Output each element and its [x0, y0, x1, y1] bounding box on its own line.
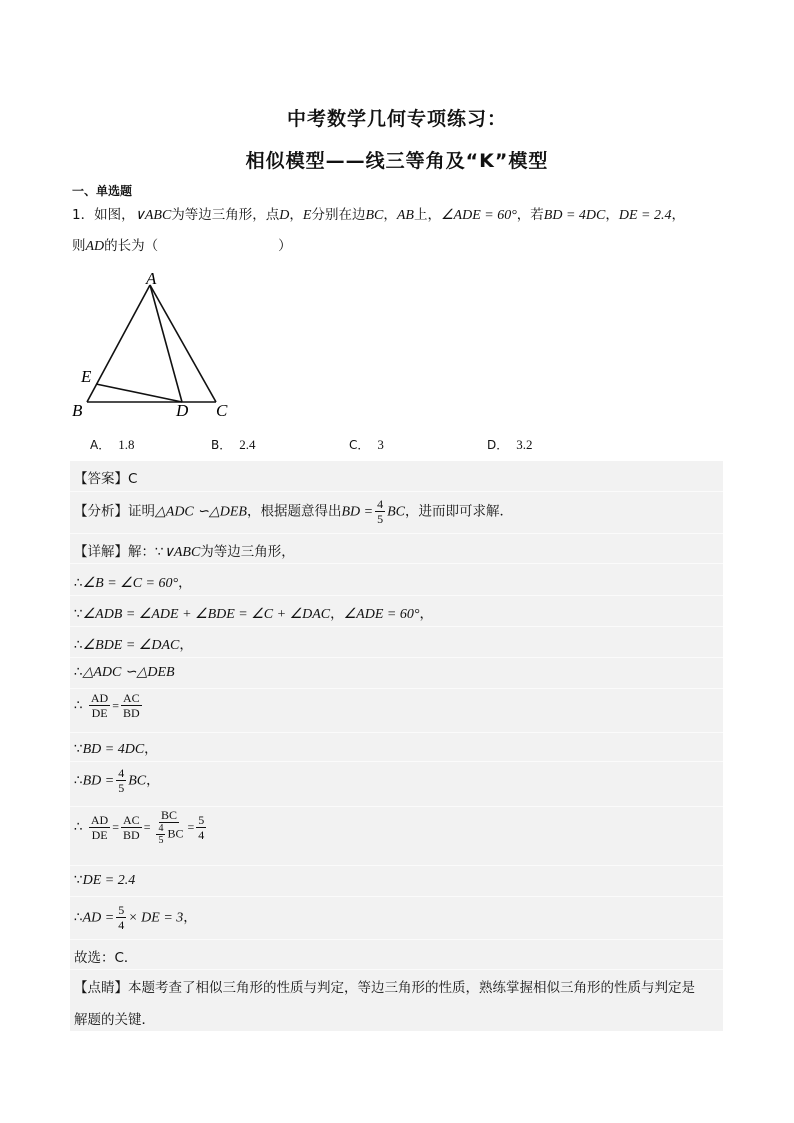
fraction [116, 766, 126, 795]
math-expr: ∠ADB = ∠ADE + ∠BDE = ∠C + ∠DAC [82, 607, 331, 622]
therefore: ∴ [74, 909, 83, 926]
detail-line-1 [74, 540, 295, 561]
divider [70, 657, 723, 658]
math-triangle-abc: ∨ABC [134, 208, 172, 223]
fraction-den: BD [123, 706, 140, 720]
fraction-num: 5 [118, 903, 125, 917]
divider [70, 533, 723, 534]
fraction-num: AD [90, 812, 109, 827]
detail-line-2 [74, 571, 192, 592]
answer-tag: 【答案】 [74, 471, 128, 487]
fraction-num: 5 [198, 812, 205, 827]
detail-line-8 [74, 766, 160, 795]
math-expr: △ADC ∽△DEB [82, 665, 175, 680]
fraction [152, 808, 185, 846]
fraction-num: 4 [377, 497, 384, 511]
punct: ， [383, 207, 397, 223]
therefore: ∴ [74, 637, 83, 653]
comment-line-1 [74, 976, 695, 996]
analysis-line [74, 497, 513, 526]
math-ab: AB [396, 208, 414, 223]
analysis-text: ，根据题意得出 [246, 503, 342, 520]
option-letter: B． [211, 438, 232, 452]
nested-fraction [156, 823, 165, 846]
equals: = [112, 820, 120, 834]
option-a[interactable] [90, 436, 134, 453]
comment-line-2: 解题的关键． [74, 1012, 155, 1028]
math-expr: ∠B = ∠C = 60° [82, 576, 179, 591]
fraction-den: 5 [118, 781, 125, 795]
label-a: A [146, 269, 157, 288]
side-ac [150, 285, 216, 402]
analysis-text: ，进而即可求解． [404, 503, 513, 520]
divider [70, 491, 723, 492]
fraction-den: DE [91, 827, 108, 842]
option-letter: D． [487, 438, 509, 452]
section-heading: 一、单选题 [72, 184, 133, 198]
question-text: ，若 [516, 207, 544, 223]
divider [70, 563, 723, 564]
math-point-e: E [302, 208, 312, 223]
fraction-den: BD [123, 827, 140, 842]
question-text: 为等边三角形，点 [171, 207, 280, 223]
equals: = [143, 820, 151, 834]
math-point-d: D [279, 208, 290, 223]
fraction-den: 4 [198, 827, 205, 842]
question-text: ） [278, 238, 292, 254]
answer-line [74, 467, 137, 487]
fraction-den: DE [91, 706, 108, 720]
question-text: 则 [72, 238, 86, 254]
fraction [89, 813, 110, 842]
math-expr: ∠ADE = 60° [343, 607, 420, 622]
fraction-num: AD [90, 691, 109, 705]
divider [70, 969, 723, 970]
punct: ， [146, 772, 160, 789]
page-title: 中考数学几何专项练习： [286, 108, 507, 130]
divider [70, 761, 723, 762]
punct: ， [183, 909, 197, 926]
detail-line-3 [74, 602, 433, 623]
divider [70, 732, 723, 733]
divider [70, 595, 723, 596]
option-d[interactable] [487, 436, 533, 453]
therefore: ∴ [74, 575, 83, 591]
fraction [375, 497, 385, 526]
question-line-2 [72, 236, 292, 257]
option-b[interactable] [211, 436, 255, 453]
fraction-den: 4 [118, 918, 125, 932]
fraction [121, 691, 142, 720]
punct: ， [671, 207, 685, 223]
detail-tag: 【详解】 [74, 544, 128, 560]
math-bd-eq: BD = 4DC [543, 208, 606, 223]
label-e: E [81, 367, 92, 386]
therefore: ∴ [74, 772, 83, 789]
math-de-eq: DE = 2.4 [618, 208, 672, 223]
therefore: ∴ [74, 664, 83, 680]
detail-line-9 [74, 808, 208, 846]
math-expr: BD = [82, 773, 115, 789]
equals: = [187, 820, 195, 834]
detail-line-6 [74, 691, 144, 720]
detail-line-11 [74, 903, 197, 932]
label-c: C [216, 401, 228, 420]
option-value: 1.8 [118, 437, 135, 452]
divider [70, 626, 723, 627]
math-expr: × DE = 3 [128, 910, 184, 926]
detail-line-7 [74, 737, 158, 758]
fraction-den: 5 [377, 512, 384, 526]
divider [70, 865, 723, 866]
detail-line-4 [74, 633, 193, 654]
therefore: ∴ [74, 697, 83, 714]
option-letter: A． [90, 438, 111, 452]
punct: ， [144, 741, 158, 757]
divider [70, 939, 723, 940]
math-similar: △ADC ∽△DEB [155, 504, 247, 520]
punct: ， [178, 575, 192, 591]
comment-tag: 【点睛】 [74, 980, 128, 996]
divider [70, 806, 723, 807]
because: ∵ [74, 606, 83, 622]
detail-line-5 [74, 664, 175, 681]
question-text: 分别在边 [311, 207, 366, 223]
analysis-text: 证明 [128, 503, 155, 520]
question-number: 1． [72, 207, 95, 223]
option-value: 2.4 [239, 437, 256, 452]
fraction [196, 813, 206, 842]
equals: = [112, 698, 120, 713]
divider [70, 688, 723, 689]
fraction [116, 903, 126, 932]
math-triangle: ∨ABC [163, 545, 201, 560]
fraction-num: 4 [158, 823, 164, 834]
punct: ， [289, 207, 303, 223]
option-value: 3 [377, 437, 384, 452]
comment-text: 本题考查了相似三角形的性质与判定，等边三角形的性质，熟练掌握相似三角形的性质与判定是 [128, 980, 695, 996]
fraction-den: 5 [158, 835, 164, 846]
therefore: ∴ [74, 819, 83, 835]
math-expr: ∠BDE = ∠DAC [82, 638, 180, 653]
fraction-num: 4 [118, 766, 125, 780]
detail-text: 解：∵ [128, 544, 164, 560]
fraction [121, 813, 142, 842]
math-angle-ade: ∠ADE = 60° [440, 208, 517, 223]
question-text: 如图， [94, 207, 135, 223]
math-expr: DE = 2.4 [82, 873, 136, 888]
segment-ad [150, 285, 182, 402]
punct: ， [179, 637, 193, 653]
option-letter: C． [349, 438, 370, 452]
math-bc: BC [167, 826, 184, 841]
question-text: 上， [413, 207, 441, 223]
question-line-1 [72, 205, 685, 226]
because: ∵ [74, 872, 83, 888]
segment-ed [96, 384, 182, 402]
math-bc: BC [365, 208, 384, 223]
label-b: B [72, 401, 83, 420]
math-ad: AD [85, 239, 105, 254]
fraction-num: AC [123, 691, 140, 705]
because: ∵ [74, 741, 83, 757]
detail-line-12: 故选：C． [74, 950, 138, 966]
detail-text: 为等边三角形， [200, 544, 295, 560]
fraction [89, 691, 110, 720]
answer-value: C [128, 471, 138, 487]
math-expr: AD = [82, 910, 115, 926]
punct: ， [605, 207, 619, 223]
fraction-num: BC [160, 808, 177, 822]
detail-line-10 [74, 872, 135, 889]
page-subtitle: 相似模型——线三等角及“K”模型 [245, 150, 549, 172]
analysis-tag: 【分析】 [74, 503, 128, 520]
punct: ， [330, 606, 344, 622]
math-expr: BD = 4DC [82, 742, 145, 757]
question-text: 的长为（ [104, 238, 159, 254]
punct: ， [419, 606, 433, 622]
fraction-den [152, 823, 185, 846]
fraction-num: AC [123, 812, 140, 827]
math-expr: BC [128, 773, 147, 789]
math-bd: BD = [341, 504, 374, 520]
option-value: 3.2 [516, 437, 533, 452]
math-bc: BC [387, 504, 405, 520]
option-c[interactable] [349, 436, 384, 453]
label-d: D [176, 401, 189, 420]
triangle-figure [70, 265, 250, 425]
divider [70, 896, 723, 897]
